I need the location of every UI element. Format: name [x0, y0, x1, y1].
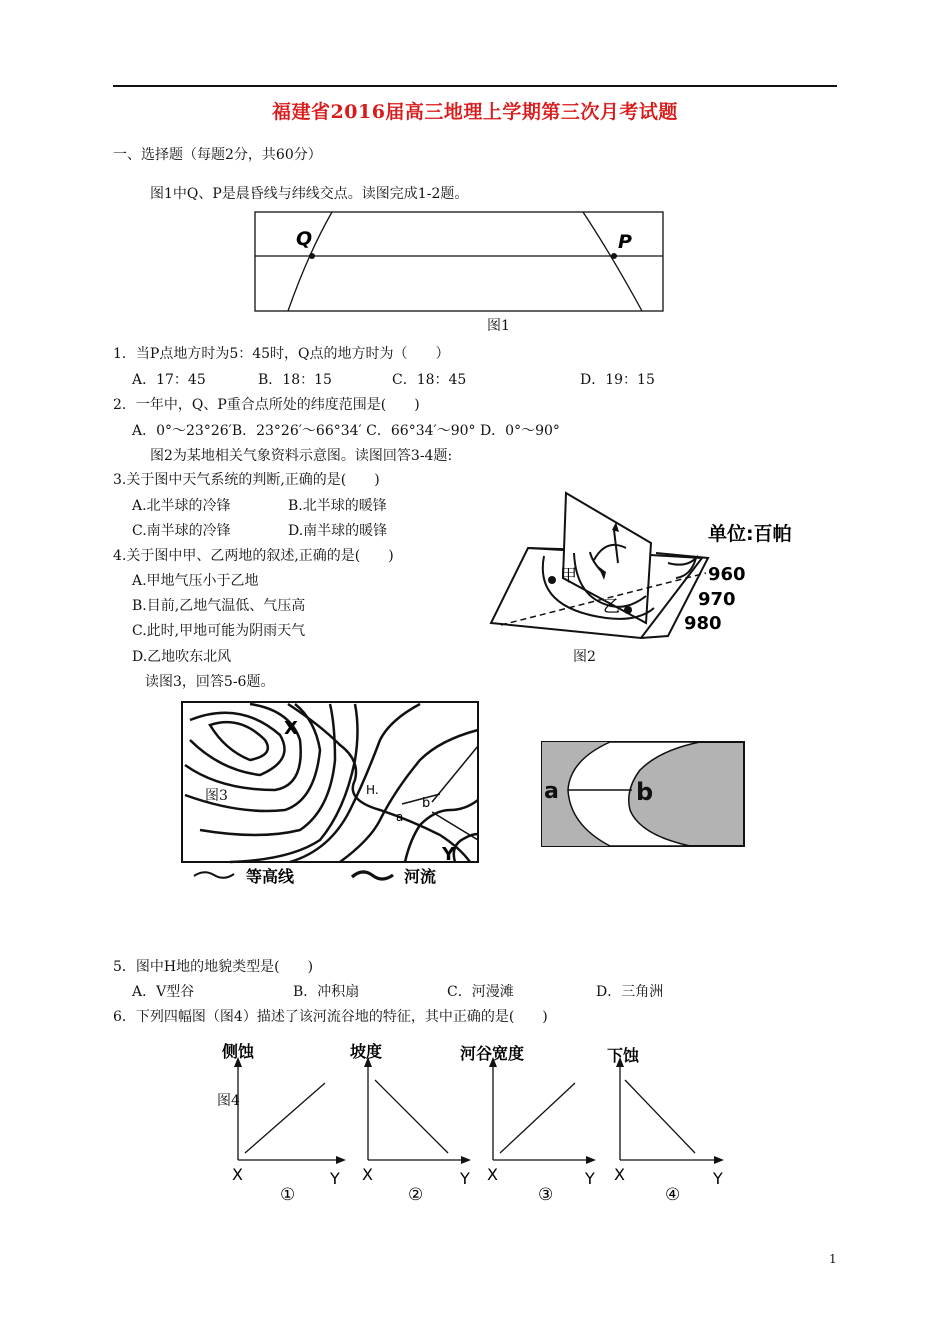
fig2-intro: 图2为某地相关气象资料示意图。读图回答3-4题:: [150, 448, 453, 464]
fig4-4-x: X: [614, 1165, 625, 1184]
fig4-3-ylabel: 河谷宽度: [460, 1044, 525, 1063]
fig3-h-label: H.: [366, 783, 379, 797]
q4-option-c: C.此时,甲地可能为阴雨天气: [132, 623, 306, 639]
yi-point: [624, 606, 632, 614]
figure-4: [210, 1035, 740, 1210]
q1-option-c: C．18：45: [392, 372, 467, 388]
q4-option-d: D.乙地吹东北风: [132, 649, 232, 665]
q6-stem: 6．下列四幅图（图4）描述了该河流谷地的特征，其中正确的是( ): [113, 1009, 548, 1025]
header-rule: [113, 85, 837, 87]
unit-label: 单位:百帕: [708, 523, 792, 545]
figure-2: [486, 488, 816, 648]
jia-point: [548, 576, 556, 584]
q3-option-c: C.南半球的冷锋: [132, 523, 231, 539]
q4-option-b: B.目前,乙地气温低、气压高: [132, 598, 306, 614]
figure-3-contour-map: [180, 700, 480, 866]
fig1-intro: 图1中Q、P是晨昏线与纬线交点。读图完成1-2题。: [150, 186, 469, 202]
q5-option-c: C．河漫滩: [447, 984, 514, 1000]
fig4-chart-2: [350, 1042, 471, 1205]
yi-label: 乙: [603, 597, 620, 617]
q5-option-d: D．三角洲: [596, 984, 664, 1000]
q-label: Q: [296, 228, 313, 250]
page-number: 1: [829, 1252, 837, 1266]
page-title: 福建省2016届高三地理上学期第三次月考试题: [272, 101, 678, 123]
fig4-4-ylabel: 下蚀: [607, 1046, 640, 1065]
q3-option-b: B.北半球的暖锋: [288, 498, 387, 514]
fig4-2-x: X: [362, 1165, 373, 1184]
fig4-caption: 图4: [217, 1093, 240, 1109]
fig3-legend: [190, 863, 465, 887]
fig3-caption: 图3: [205, 788, 228, 804]
q5-stem: 5．图中H地的地貌类型是( ): [113, 959, 314, 975]
fig4-4-y: Y: [713, 1169, 723, 1188]
q2-options: A．0°～23°26′B．23°26′～66°34′ C．66°34′～90° D．0°～90°: [132, 423, 560, 439]
fig1-caption: 图1: [487, 318, 510, 334]
q3-option-d: D.南半球的暖锋: [288, 523, 388, 539]
legend-river-label: 河流: [404, 867, 437, 886]
fig4-1-x: X: [232, 1165, 243, 1184]
q2-stem: 2．一年中，Q、P重合点所处的纬度范围是( ): [113, 397, 420, 413]
q3-stem: 3.关于图中天气系统的判断,正确的是( ): [113, 472, 380, 488]
fig4-1-y: Y: [330, 1169, 340, 1188]
inset-a-label: a: [544, 779, 559, 804]
q1-option-a: A．17：45: [132, 372, 206, 388]
isobar-970: 970: [698, 589, 736, 610]
q-point: [309, 253, 315, 259]
p-point: [611, 253, 617, 259]
fig4-chart-3: [460, 1044, 596, 1205]
fig4-2-number: ②: [408, 1185, 424, 1205]
q1-option-b: B．18：15: [258, 372, 332, 388]
isobar-960: 960: [708, 564, 746, 585]
fig4-3-x: X: [487, 1165, 498, 1184]
fig3-x-label: X: [284, 718, 298, 739]
jia-label: 甲: [560, 566, 577, 586]
q3-option-a: A.北半球的冷锋: [132, 498, 231, 514]
fig4-chart-4: [607, 1046, 724, 1205]
fig4-1-ylabel: 侧蚀: [222, 1042, 255, 1061]
figure-3-cross-section: [540, 740, 746, 850]
fig4-chart-1: [221, 1042, 346, 1205]
q4-stem: 4.关于图中甲、乙两地的叙述,正确的是( ): [113, 548, 394, 564]
fig3-b-label: b: [422, 796, 431, 811]
fig4-2-y: Y: [460, 1169, 470, 1188]
section-heading: 一、选择题（每题2分，共60分）: [113, 147, 322, 163]
fig4-3-number: ③: [538, 1185, 554, 1205]
q5-option-a: A．V型谷: [132, 984, 195, 1000]
fig3-intro: 读图3，回答5-6题。: [145, 674, 275, 690]
inset-b-label: b: [636, 778, 654, 806]
legend-contour-label: 等高线: [246, 867, 295, 886]
fig3-y-label: Y: [442, 844, 456, 865]
q5-option-b: B．冲积扇: [293, 984, 360, 1000]
fig3-a-label: a: [396, 810, 404, 824]
q1-option-d: D．19：15: [580, 372, 655, 388]
p-label: P: [618, 231, 632, 253]
q1-stem: 1．当P点地方时为5：45时，Q点的地方时为（ ）: [113, 346, 450, 362]
isobar-980: 980: [684, 613, 722, 634]
figure-1: [250, 208, 670, 316]
fig2-caption: 图2: [573, 649, 596, 665]
fig4-1-number: ①: [280, 1185, 296, 1205]
fig4-3-y: Y: [585, 1169, 595, 1188]
q4-option-a: A.甲地气压小于乙地: [132, 573, 259, 589]
fig4-4-number: ④: [665, 1185, 681, 1205]
fig4-2-ylabel: 坡度: [350, 1042, 383, 1061]
